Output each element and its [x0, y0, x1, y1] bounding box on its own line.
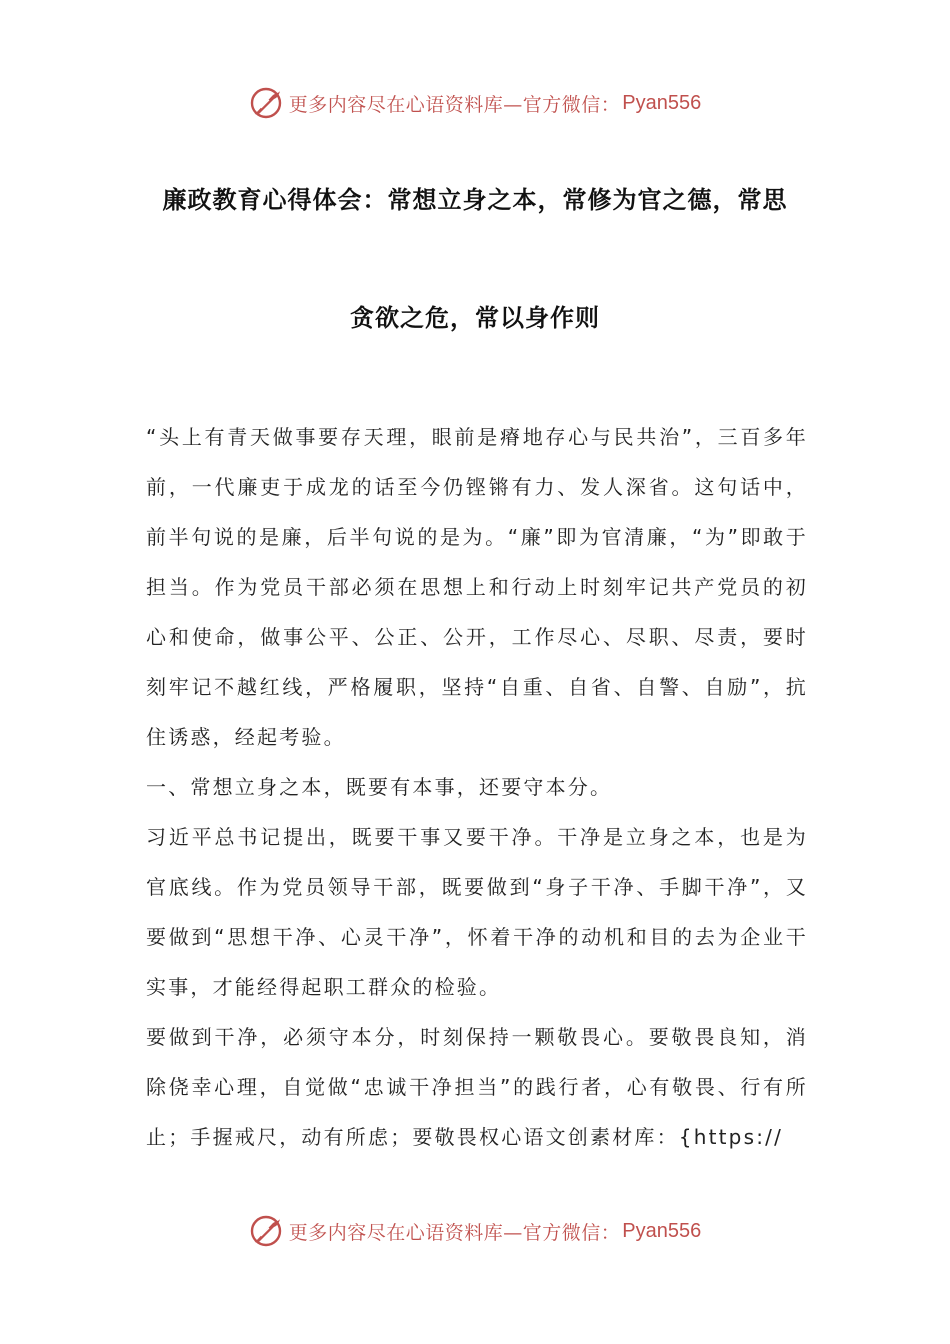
header-watermark: [0, 83, 950, 123]
header-wechat-id: Pyan556: [622, 91, 702, 114]
footer-brand-text: 更多内容尽在心语资料库—官方微信：: [288, 1221, 621, 1244]
section-heading-1: 一、常想立身之本，既要有本事，还要守本分。: [146, 775, 613, 799]
header-brand-text: 更多内容尽在心语资料库—官方微信：: [288, 93, 621, 116]
body-paragraph-1: “头上有青天做事要存天理，眼前是瘠地存心与民共治”，三百多年前，一代廉吏于成龙的话至今仍铿锵有力、发人深省。这句话中，前半句说的是廉，后半句说的是为。“廉”即为官清廉，“为”即敢于担当。作为党员干部必须在思想上和行动上时刻牢记共产党员的初心和使命，做事公平、公正、公开，工作尽心、尽职、尽责，要时刻牢记不越红线，严格履职，坚持“自重、自省、自警、自励”，抗住诱惑，经起考验。: [146, 425, 808, 749]
footer-watermark: [0, 1211, 950, 1251]
body-paragraph-2: 习近平总书记提出，既要干事又要干净。干净是立身之本，也是为官底线。作为党员领导干部，既要做到“身子干净、手脚干净”，又要做到“思想干净、心灵干净”，怀着干净的动机和目的去为企业干实事，才能经得起职工群众的检验。: [146, 825, 808, 999]
footer-wechat-id: Pyan556: [622, 1219, 702, 1242]
document-body: [146, 412, 808, 1162]
body-paragraph-3: 要做到干净，必须守本分，时刻保持一颗敬畏心。要敬畏良知，消除侥幸心理，自觉做“忠诚干净担当”的践行者，心有敬畏、行有所止；手握戒尺，动有所虑；要敬畏权心语文创素材库：{https://: [146, 1025, 808, 1149]
quill-logo-icon: [249, 1214, 283, 1248]
document-title-line-1: 廉政教育心得体会：常想立身之本，常修为官之德，常思: [162, 185, 788, 214]
document-title-line-2: 贪欲之危，常以身作则: [350, 303, 600, 332]
quill-logo-icon: [249, 86, 283, 120]
